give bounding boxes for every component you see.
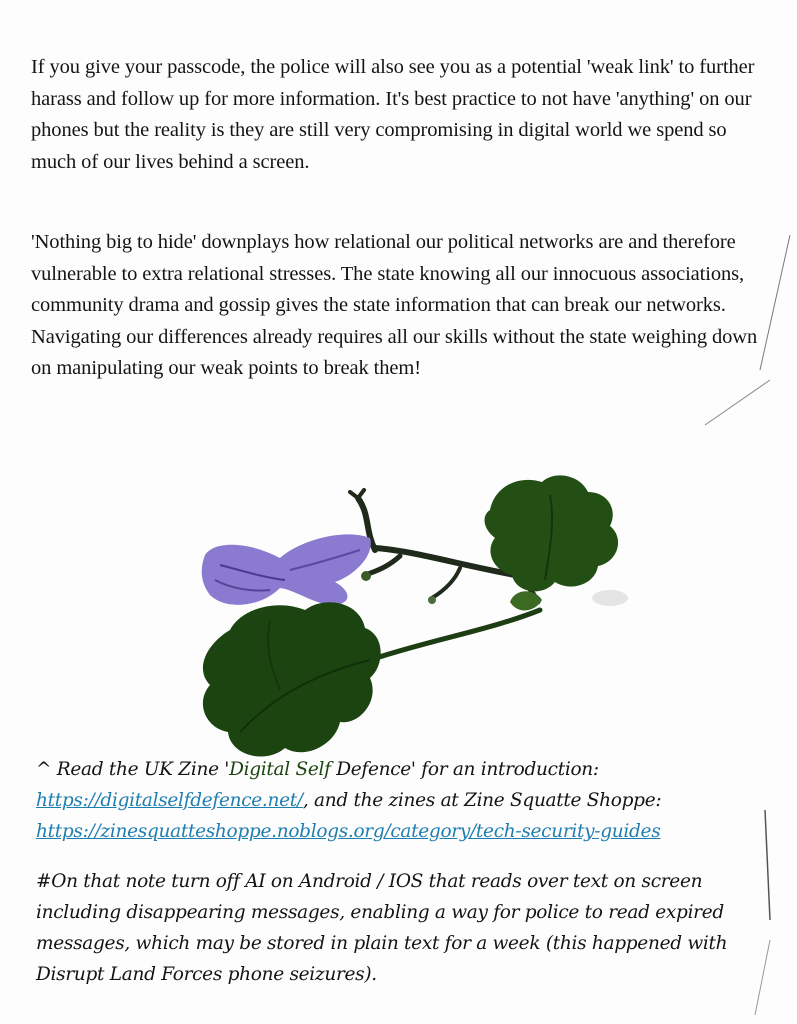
read-note-obscured-title: Digital Self: [229, 759, 331, 780]
paragraph-nothing-to-hide: 'Nothing big to hide' downplays how relational our political networks are and therefore vulnerable to extra relational stresses. The state knowing all our innocuous associations, community drama and gossip gives the state information that can break our networks. Navigating our differences already requires all our skills without the state weighing down on manipulating our weak points to break them!: [31, 231, 758, 380]
read-note-suffix: Defence' for an introduction:: [330, 759, 599, 780]
digitalselfdefence-link[interactable]: https://digitalselfdefence.net/: [36, 790, 303, 811]
ai-warning-note: #On that note turn off AI on Android / IOS that reads over text on screen including disappearing messages, enabling a way for police to read expired messages, which may be stored in plain text for a week (this happened with Disrupt Land Forces phone seizures).: [36, 871, 728, 985]
zinesquatteshoppe-link[interactable]: https://zinesquatteshoppe.noblogs.org/category/tech-security-guides: [36, 821, 661, 842]
paragraph-passcode: If you give your passcode, the police will also see you as a potential 'weak link' to further harass and follow up for more information. It's best practice to not have 'anything' on our phones but the reality is they are still very compromising in digital world we spend so much of our lives behind a screen.: [31, 56, 755, 173]
read-note-middle: , and the zines at Zine Squatte Shoppe:: [302, 790, 662, 811]
read-note-prefix: ^ Read the UK Zine ': [36, 759, 230, 780]
read-zine-note: [36, 754, 776, 847]
pressed-flower-icon: [170, 470, 640, 800]
